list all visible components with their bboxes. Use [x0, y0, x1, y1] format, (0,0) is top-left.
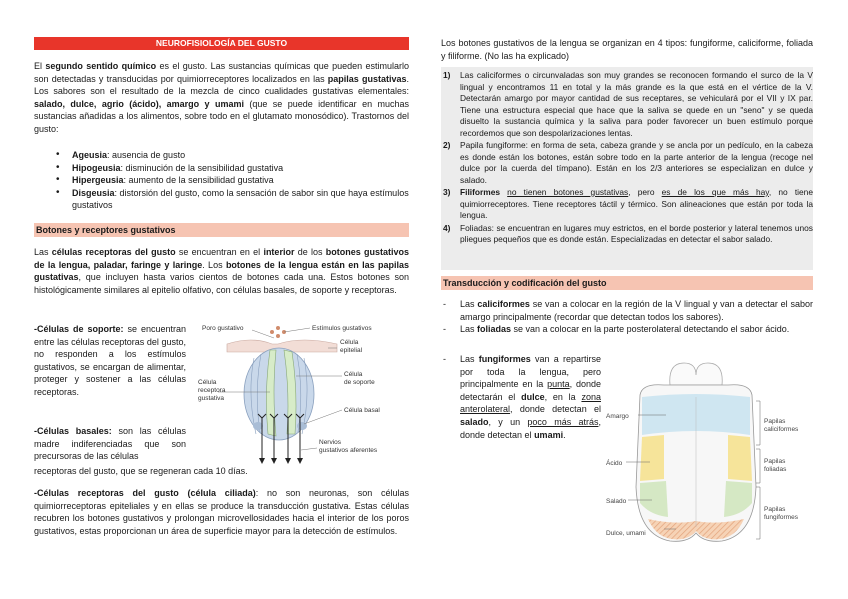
- list-item: • Disgeusia: distorsión del gusto, como la sensación de sabor sin que haya estímulos gustativos: [34, 187, 409, 212]
- stimulus-dot: [270, 330, 274, 334]
- list-item: • Hipogeusia: disminución de la sensibilidad gustativa: [34, 162, 409, 175]
- zone-acido-right: [728, 435, 752, 481]
- label-foliadas-2: foliadas: [764, 466, 787, 473]
- list-item: - Las fungiformes van a repartirse por toda la lengua, pero principalmente en la punta, donde detectarán el dulce, en la zona anterolateral, donde detectan el salado, y un poco más atrás, donde detectan el umami.: [441, 353, 601, 441]
- intro-paragraph: El segundo sentido químico es el gusto. Las sustancias químicas que pueden estimularlo son detectadas y transducidas por quimiorreceptores localizados en las papilas gustativas. Los sabores son el resultado de la mezcla de cinco cualidades gustativas elementales: salado, dulce, agrio (ácido), amargo y umami (que se puede identificar en muchas sustancias añadidas a los alimentos, sobre todo en el glutamato monosódico). Trastornos del gusto:: [34, 61, 409, 134]
- zone-acido-left: [640, 435, 664, 481]
- stimulus-dot: [276, 326, 280, 330]
- label-celula: Célula: [340, 339, 359, 346]
- disorders-list: [34, 149, 409, 212]
- label-soporte-1: Célula: [344, 371, 363, 378]
- list-item: 1) Las caliciformes o circunvaladas son muy grandes se reconocen formando el surco de la V lingual y encontramos 11 en total y la más grande es la que está en el vértice de la V. Detectarán amargo por mayor cantidad de sus receptares, se vehiculará por el VII y IX par. Tiene una estructura especial que hace que la saliva se quede en un "seno" y se queda disuelto la sustancia química y la saliva para poder favorecer un buen estímulo porque recordemos que son despolarizaciones lentas.: [443, 70, 813, 138]
- label-calic-1: Papilas: [764, 418, 786, 425]
- list-item: • Hipergeusia: aumento de la sensibilidad gustativa: [34, 174, 409, 187]
- nerve-arrows: [259, 458, 303, 464]
- basal-cells-paragraph: -Células basales: son las células madre indiferenciadas que son precursoras de las células: [34, 426, 186, 462]
- support-cells-paragraph: -Células de soporte: se encuentran entre las células receptoras del gusto, no responden a los estímulos gustativos, se encargan de alimentar, proteger y sostener a las células receptoras.: [34, 324, 186, 397]
- list-item: 4) Foliadas: se encuentran en lugares muy estrictos, en el borde posterior y lateral tenemos unos pliegues pequeños que es donde están. Especializadas en detectar el sabor salado.: [443, 222, 813, 244]
- basal-cells-continuation: receptoras del gusto, que se regeneran cada 10 días.: [34, 466, 248, 476]
- types-list: [441, 70, 813, 247]
- list-item: 2) Papila fungiforme: en forma de seta, cabeza grande y se ancla por un pedículo, en la cabeza es donde están los botones, están sobre todo en la parte anterior de la lengua (recoge nel dulce por la cuerda del tímpano). Están en los 2/3 anteriores se especializan en dulce y salado.: [443, 140, 813, 185]
- types-intro: Los botones gustativos de la lengua se organizan en 4 tipos: fungiforme, caliciforme, foliada y filiforme. (No las ha explicado): [441, 38, 813, 61]
- label-calic-2: caliciformes: [764, 426, 799, 433]
- list-item: • Ageusia: ausencia de gusto: [34, 149, 409, 162]
- label-salado: Salado: [606, 498, 627, 505]
- label-epitelial: epitelial: [340, 347, 363, 354]
- list-item: 3) Filiformes no tienen botones gustativas, pero es de los que más hay, no tiene quimiorreceptores. Tiene receptores táctil y térmico. Son alineaciones que están por toda la lengua.: [443, 187, 813, 220]
- label-estimulos: Estímulos gustativos: [312, 325, 372, 332]
- fungiform-item: [441, 353, 601, 441]
- list-item: - Las foliadas se van a colocar en la parte posterolateral detectando el sabor ácido.: [441, 323, 813, 336]
- label-poro: Poro gustativo: [202, 325, 244, 332]
- label-soporte-2: de soporte: [344, 379, 375, 386]
- label-dulce: Dulce, umami: [606, 530, 646, 537]
- label-receptora-3: gustativa: [198, 395, 225, 402]
- taste-bud-diagram: [192, 322, 412, 470]
- label-nervios-1: Nervios: [319, 439, 342, 446]
- label-nervios-2: gustativos aferentes: [319, 447, 378, 454]
- stimulus-dot: [276, 334, 280, 338]
- list-item: - Las caliciformes se van a colocar en la región de la V lingual y van a detectar el sabor amargo principalmente (recordar que detectan todos los sabores).: [441, 298, 813, 323]
- label-foliadas-1: Papilas: [764, 458, 786, 465]
- cilia-cells-paragraph: -Células receptoras del gusto (célula ciliada): no son neuronas, son células quimiorreceptoras epiteliales y en ellas se produce la transducción gustativa. Estas células recubren los botones gustativos y prolongan microvellosidades hacia el interior de los poros gustativos, estas proporcionan un área de superficie mayor para la detección de estímulos.: [34, 488, 409, 536]
- epiglottis: [670, 363, 722, 385]
- label-receptora-1: Célula: [198, 379, 217, 386]
- transduction-list: [441, 298, 813, 336]
- label-acido: Ácido: [606, 460, 623, 467]
- label-fungi-1: Papilas: [764, 506, 786, 513]
- section-heading: Transducción y codificación del gusto: [441, 276, 813, 290]
- receptors-paragraph: Las células receptoras del gusto se encuentran en el interior de los botones gustativos de la lengua, paladar, faringe y laringe. Los botones de la lengua están en las papilas gustativas, que incluyen hasta varios cientos de botones cada una. Estos botones son histológicamente similares al epitelio olfativo, con células basales, de soporte y receptoras.: [34, 247, 410, 295]
- label-amargo: Amargo: [606, 413, 629, 420]
- tongue-diagram: [604, 357, 809, 549]
- label-fungi-2: fungiformes: [764, 514, 798, 521]
- label-receptora-2: receptora: [198, 387, 226, 394]
- section-heading: Botones y receptores gustativos: [34, 223, 409, 237]
- page-title: NEUROFISIOLOGÍA DEL GUSTO: [34, 37, 409, 50]
- label-basal: Célula basal: [344, 407, 380, 414]
